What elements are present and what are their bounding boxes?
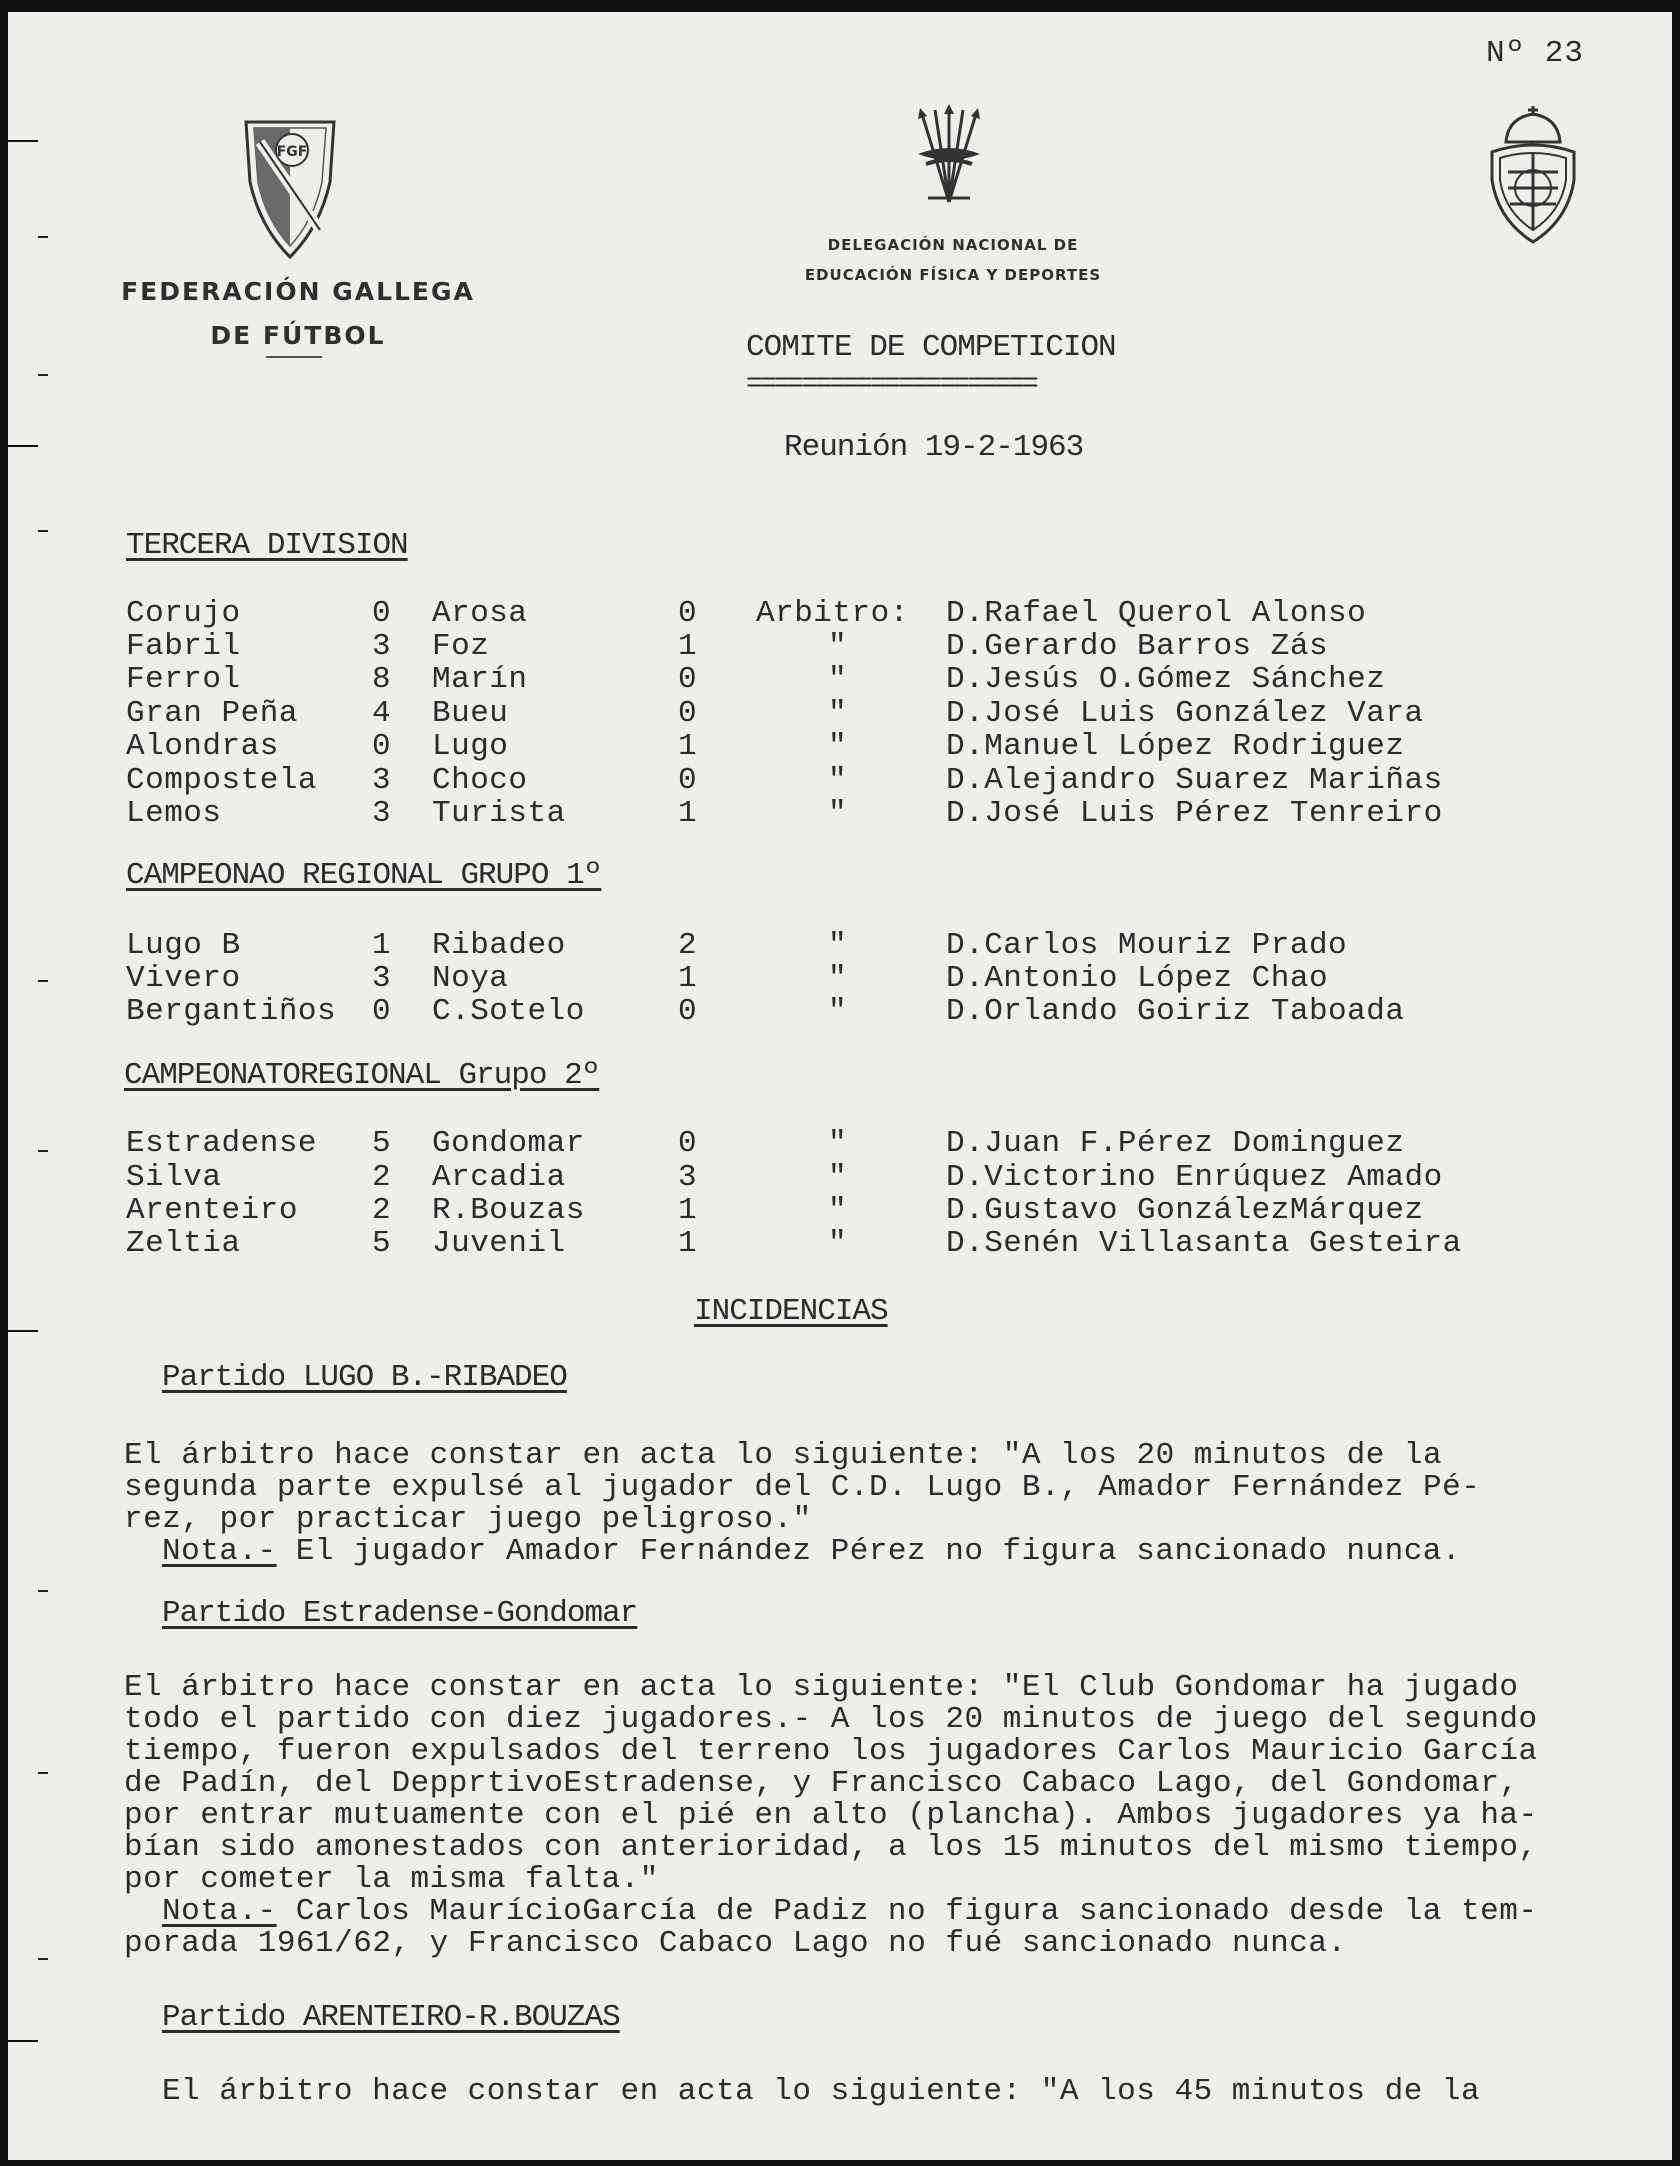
note-line <box>124 1896 1664 1928</box>
binding-tick <box>38 1772 48 1774</box>
ditto-mark: " <box>828 1226 848 1261</box>
home-score: 1 <box>372 928 392 963</box>
result-row <box>8 629 1672 663</box>
referee-name: D.Gustavo GonzálezMárquez <box>946 1193 1424 1228</box>
away-score: 1 <box>678 729 698 764</box>
paragraph-line: El árbitro hace constar en acta lo siguiente: "A los 45 minutos de la <box>162 2074 1481 2109</box>
home-team: Lemos <box>126 796 222 831</box>
paragraph-line: rez, por practicar juego peligroso." <box>124 1502 812 1537</box>
away-team: Gondomar <box>432 1126 585 1161</box>
referee-name: D.Victorino Enrúquez Amado <box>946 1160 1443 1195</box>
paragraph-line: por cometer la misma falta." <box>124 1862 659 1897</box>
paragraph-line: de Padín, del DepprtivoEstradense, y Francisco Cabaco Lago, del Gondomar, <box>124 1766 1519 1801</box>
referee-name: D.Orlando Goiriz Taboada <box>946 994 1405 1029</box>
delegation-name <box>768 230 1138 290</box>
ditto-mark: " <box>828 696 848 731</box>
home-team: Bergantiños <box>126 994 337 1029</box>
referee-name: D.Senén Villasanta Gesteira <box>946 1226 1462 1261</box>
federation-line1: FEDERACIÓN GALLEGA <box>121 277 475 306</box>
away-team: Noya <box>432 961 509 996</box>
committee-title: COMITE DE COMPETICION <box>746 330 1116 365</box>
paragraph-line: tiempo, fueron expulsados del terreno los jugadores Carlos Mauricio García <box>124 1734 1538 1769</box>
away-team: Foz <box>432 629 490 664</box>
note-line: porada 1961/62, y Francisco Cabaco Lago no fué sancionado nunca. <box>124 1926 1347 1961</box>
referee-name: D.Rafael Querol Alonso <box>946 596 1367 631</box>
federation-crest-icon <box>240 112 340 262</box>
paragraph-line: segunda parte expulsé al jugador del C.D. Lugo B., Amador Fernández Pé- <box>124 1470 1481 1505</box>
home-team: Compostela <box>126 763 318 798</box>
away-score: 1 <box>678 1193 698 1228</box>
result-row <box>8 596 1672 630</box>
incident-paragraph <box>124 1672 1664 1960</box>
match-heading: Partido Estradense-Gondomar <box>162 1596 638 1631</box>
away-score: 0 <box>678 596 698 631</box>
home-team: Zeltia <box>126 1226 241 1261</box>
home-team: Vivero <box>126 961 241 996</box>
home-team: Lugo B <box>126 928 241 963</box>
note-label: Nota.- <box>162 1534 277 1569</box>
yoke-and-arrows-icon <box>908 102 990 212</box>
away-score: 1 <box>678 961 698 996</box>
result-row <box>8 1160 1672 1194</box>
spanish-federation-crest-icon <box>1478 102 1588 252</box>
federation-line2: DE FÚTBOL <box>210 321 386 350</box>
ditto-mark: " <box>828 662 848 697</box>
ditto-mark: " <box>828 961 848 996</box>
binding-tick <box>38 1590 48 1592</box>
home-score: 3 <box>372 629 392 664</box>
delegation-line1: DELEGACIÓN NACIONAL DE <box>827 236 1079 254</box>
away-team: Turista <box>432 796 566 831</box>
away-team: Lugo <box>432 729 509 764</box>
home-score: 3 <box>372 796 392 831</box>
referee-name: D.Carlos Mouriz Prado <box>946 928 1348 963</box>
result-row <box>8 1226 1672 1260</box>
binding-tick <box>38 236 48 238</box>
note-line <box>124 1536 1664 1568</box>
result-row <box>8 1193 1672 1227</box>
ditto-mark: " <box>828 763 848 798</box>
binding-tick <box>38 1958 48 1960</box>
note-label: Nota.- <box>162 1894 277 1929</box>
binding-mark <box>8 445 38 447</box>
ditto-mark: " <box>828 994 848 1029</box>
away-score: 0 <box>678 696 698 731</box>
away-score: 1 <box>678 1226 698 1261</box>
paragraph-line: El árbitro hace constar en acta lo siguiente: "A los 20 minutos de la <box>124 1438 1443 1473</box>
ditto-mark: " <box>828 729 848 764</box>
binding-tick <box>38 530 48 532</box>
committee-title-rule: ===================== <box>746 369 1036 400</box>
home-team: Gran Peña <box>126 696 298 731</box>
binding-tick <box>38 374 48 376</box>
referee-name: D.Antonio López Chao <box>946 961 1329 996</box>
ditto-mark: " <box>828 629 848 664</box>
page-number: Nº 23 <box>1486 36 1585 71</box>
away-team: Ribadeo <box>432 928 566 963</box>
away-score: 1 <box>678 629 698 664</box>
home-score: 0 <box>372 994 392 1029</box>
document-page <box>8 12 1672 2160</box>
away-team: Marín <box>432 662 528 697</box>
home-score: 4 <box>372 696 392 731</box>
delegation-line2: EDUCACIÓN FÍSICA Y DEPORTES <box>804 266 1102 284</box>
away-team: Arosa <box>432 596 528 631</box>
home-score: 5 <box>372 1226 392 1261</box>
match-heading: Partido ARENTEIRO-R.BOUZAS <box>162 2000 620 2035</box>
section-heading-tercera: TERCERA DIVISION <box>126 528 408 563</box>
home-team: Estradense <box>126 1126 318 1161</box>
home-score: 2 <box>372 1160 392 1195</box>
incidencias-heading: INCIDENCIAS <box>694 1294 888 1329</box>
incident-paragraph <box>124 1440 1664 1568</box>
referee-name: D.Manuel López Rodriguez <box>946 729 1405 764</box>
home-score: 2 <box>372 1193 392 1228</box>
ditto-mark: " <box>828 796 848 831</box>
home-score: 0 <box>372 596 392 631</box>
home-team: Fabril <box>126 629 241 664</box>
referee-name: D.Alejandro Suarez Mariñas <box>946 763 1443 798</box>
referee-name: D.Juan F.Pérez Dominguez <box>946 1126 1405 1161</box>
home-score: 5 <box>372 1126 392 1161</box>
away-team: Arcadia <box>432 1160 566 1195</box>
section-heading-grupo-1: CAMPEONAO REGIONAL GRUPO 1º <box>126 858 602 893</box>
result-row <box>8 763 1672 797</box>
away-team: Choco <box>432 763 528 798</box>
match-heading: Partido LUGO B.-RIBADEO <box>162 1360 567 1395</box>
paragraph-line: todo el partido con diez jugadores.- A los 20 minutos de juego del segundo <box>124 1702 1538 1737</box>
ditto-mark: " <box>828 1160 848 1195</box>
away-score: 1 <box>678 796 698 831</box>
referee-name: D.José Luis González Vara <box>946 696 1424 731</box>
binding-mark <box>8 2040 38 2042</box>
paragraph-line: El árbitro hace constar en acta lo siguiente: "El Club Gondomar ha jugado <box>124 1670 1519 1705</box>
binding-mark <box>8 140 38 142</box>
away-score: 0 <box>678 662 698 697</box>
note-text: Carlos MaurícioGarcía de Padiz no figura sancionado desde la tem- <box>276 1894 1538 1929</box>
ditto-mark: " <box>828 1126 848 1161</box>
ditto-mark: " <box>828 928 848 963</box>
referee-name: D.Jesús O.Gómez Sánchez <box>946 662 1386 697</box>
home-team: Arenteiro <box>126 1193 298 1228</box>
away-score: 2 <box>678 928 698 963</box>
result-row <box>8 696 1672 730</box>
home-team: Silva <box>126 1160 222 1195</box>
away-score: 0 <box>678 763 698 798</box>
referee-label: Arbitro: <box>756 596 909 631</box>
home-score: 0 <box>372 729 392 764</box>
note-text: El jugador Amador Fernández Pérez no figura sancionado nunca. <box>276 1534 1462 1569</box>
svg-text:FGF: FGF <box>276 144 308 160</box>
result-row <box>8 1126 1672 1160</box>
result-row <box>8 729 1672 763</box>
away-team: C.Sotelo <box>432 994 585 1029</box>
home-team: Alondras <box>126 729 279 764</box>
away-score: 0 <box>678 1126 698 1161</box>
paragraph-line: bían sido amonestados con anterioridad, a los 15 minutos del mismo tiempo, <box>124 1830 1538 1865</box>
ditto-mark: " <box>828 1193 848 1228</box>
federation-rule <box>266 356 322 358</box>
binding-mark <box>8 1330 38 1332</box>
result-row <box>8 796 1672 830</box>
home-team: Corujo <box>126 596 241 631</box>
result-row <box>8 662 1672 696</box>
away-score: 0 <box>678 994 698 1029</box>
away-team: Bueu <box>432 696 509 731</box>
away-team: Juvenil <box>432 1226 566 1261</box>
away-team: R.Bouzas <box>432 1193 585 1228</box>
away-score: 3 <box>678 1160 698 1195</box>
referee-name: D.Gerardo Barros Zás <box>946 629 1329 664</box>
home-score: 3 <box>372 961 392 996</box>
result-row <box>8 994 1672 1028</box>
federation-name <box>118 270 478 358</box>
result-row <box>8 928 1672 962</box>
home-score: 3 <box>372 763 392 798</box>
home-score: 8 <box>372 662 392 697</box>
paragraph-line: por entrar mutuamente con el pié en alto (plancha). Ambos jugadores ya ha- <box>124 1798 1538 1833</box>
referee-name: D.José Luis Pérez Tenreiro <box>946 796 1443 831</box>
section-heading-grupo-2: CAMPEONATOREGIONAL Grupo 2º <box>124 1058 600 1093</box>
incident-paragraph <box>162 2076 1672 2108</box>
home-team: Ferrol <box>126 662 241 697</box>
result-row <box>8 961 1672 995</box>
meeting-date: Reunión 19-2-1963 <box>784 430 1084 465</box>
